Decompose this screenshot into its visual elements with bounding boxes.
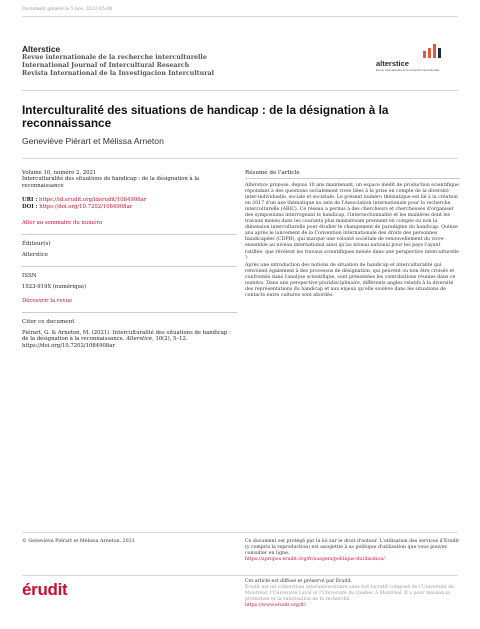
logo-tagline: Revue internationale de la recherche interculturelle bbox=[376, 68, 440, 72]
title-divider bbox=[22, 158, 458, 159]
citation-doi[interactable]: https://doi.org/10.7202/1084908ar bbox=[22, 342, 115, 349]
diffusion-title: Cet article est diffusé et préservé par Érudit. bbox=[245, 579, 353, 584]
logo-wordmark: alterstice bbox=[376, 59, 409, 68]
journal-name: Alterstice bbox=[22, 44, 61, 54]
discover-link[interactable]: Découvrir la revue bbox=[22, 298, 73, 305]
cite-label: Citer ce document bbox=[22, 319, 75, 326]
abstract-title: Résumé de l'article bbox=[245, 170, 300, 176]
issn-label: ISSN bbox=[22, 273, 37, 280]
diffusion-url[interactable]: https://www.erudit.org/fr/ bbox=[245, 603, 307, 609]
rights-notice bbox=[245, 539, 460, 563]
article-metadata bbox=[22, 170, 237, 357]
rights-url[interactable]: https://apropos.erudit.org/fr/usagers/politique-dutilisation/ bbox=[245, 557, 385, 563]
doi-label: DOI : bbox=[22, 203, 38, 210]
citation-volume: , 10(2), 5–12. bbox=[152, 336, 188, 343]
doi-link[interactable]: https://doi.org/10.7202/1084908ar bbox=[39, 203, 133, 210]
doi-line bbox=[22, 204, 237, 210]
journal-logo bbox=[370, 44, 460, 80]
generated-date: Document généré le 5 nov. 2022 05:08 bbox=[22, 7, 113, 12]
diffusion-text: Érudit est un consortium interuniversitaire sans but lucratif composé de l'Université de Montréal, l'Université Laval et l'Université du Québec à Montréal. Il a pour mission la promotion et la valorisation de la recherche. bbox=[245, 585, 454, 603]
journal-subtitle-es: Revista International de la Investigacion Intercultural bbox=[22, 70, 214, 78]
citation-journal: Alterstice bbox=[126, 336, 153, 343]
publisher-value: Alterstice bbox=[22, 251, 48, 258]
copyright: © Geneviève Piérart et Mélissa Arneton, 2021 bbox=[22, 539, 135, 544]
abstract-paragraph-2: Après une introduction des notions de situation de handicap et interculturalité qui renvoient également à des processus de désignation, qui peuvent ou non être croisés et confrontés dans l'analyse scientifique, sont présentées les contributions réunies dans ce numéro. Dans une perspective pluridisciplinaire, différents angles relatifs à la diversité des représentations du handicap et aux enjeux qu'elle soulève dans les situations de contacts entre cultures sont abordés. bbox=[245, 262, 456, 298]
citation-text: Piérart, G. & Arneton, M. (2021). Interculturalité des situations de handicap : de la désignation à la reconnaissance. bbox=[22, 329, 231, 343]
rights-text: Ce document est protégé par la loi sur le droit d'auteur. L'utilisation des services d'Érudit (y compris la reproduction) est assujettie à sa politique d'utilisation que vous pouvez consulter en ligne. bbox=[245, 539, 460, 557]
abstract-panel bbox=[245, 170, 460, 300]
uri-link[interactable]: https://id.erudit.org/iderudit/1084908ar bbox=[39, 197, 147, 204]
summary-link[interactable]: Aller au sommaire du numéro bbox=[22, 220, 103, 227]
journal-subtitle-fr: Revue internationale de la recherche interculturelle bbox=[22, 54, 207, 61]
journal-subtitle-en: International Journal of Intercultural Research bbox=[22, 62, 190, 70]
volume-info: Volume 10, numéro 2, 2021 bbox=[22, 170, 97, 176]
issue-title: Interculturalité des situations de handicap : de la désignation à la reconnaissance bbox=[22, 176, 200, 189]
footer-divider-2 bbox=[22, 575, 458, 576]
issn-value: 1923-919X (numérique) bbox=[22, 283, 87, 290]
logo-bars-icon bbox=[422, 44, 452, 58]
article-authors: Geneviève Piérart et Mélissa Arneton bbox=[22, 136, 164, 146]
uri-label: URI : bbox=[22, 197, 38, 204]
divider bbox=[22, 266, 237, 267]
article-title: Interculturalité des situations de handicap : de la désignation à la reconnaissance bbox=[22, 103, 389, 130]
journal-header bbox=[22, 44, 352, 79]
abstract-divider bbox=[245, 178, 460, 179]
citation bbox=[22, 330, 237, 349]
divider bbox=[22, 312, 237, 313]
footer-divider bbox=[22, 532, 458, 533]
diffusion-notice bbox=[245, 579, 460, 609]
header-divider bbox=[22, 90, 458, 91]
publisher-label: Éditeur(s) bbox=[22, 241, 51, 248]
top-divider bbox=[22, 16, 458, 17]
abstract-paragraph-1: Alterstice propose, depuis 10 ans maintenant, un espace inédit de production scientifique répondant à des questions socialement vives liées à la prise en compte de la diversité inter-individuelle, sociale et sociétale. Le présent numéro thématique est lié à la création en 2017 d'un axe thématique au sein de l'Association internationale pour la recherche interculturelle (ARIC). Ce réseau a permis à des chercheurs et chercheuses d'organiser des symposiums interrogeant le handicap, l'intersectionnalité et les manières dont les travaux menés dans les courants plus mainstream prennent en compte ou non la dimension interculturelle pour étudier le changement de paradigme du handicap. Quinze ans après le lancement de la Convention internationale des droits des personnes handicapées (CDPH), qui marque une volonté sociétale de renouvellement du vivre-ensemble au niveau international ainsi qu'au niveau national pour les pays l'ayant ratifiée, que révèlent les travaux scientifiques menés dans une perspective interculturelle ? bbox=[245, 183, 459, 261]
divider bbox=[22, 234, 237, 235]
erudit-logo: érudit bbox=[22, 580, 68, 599]
